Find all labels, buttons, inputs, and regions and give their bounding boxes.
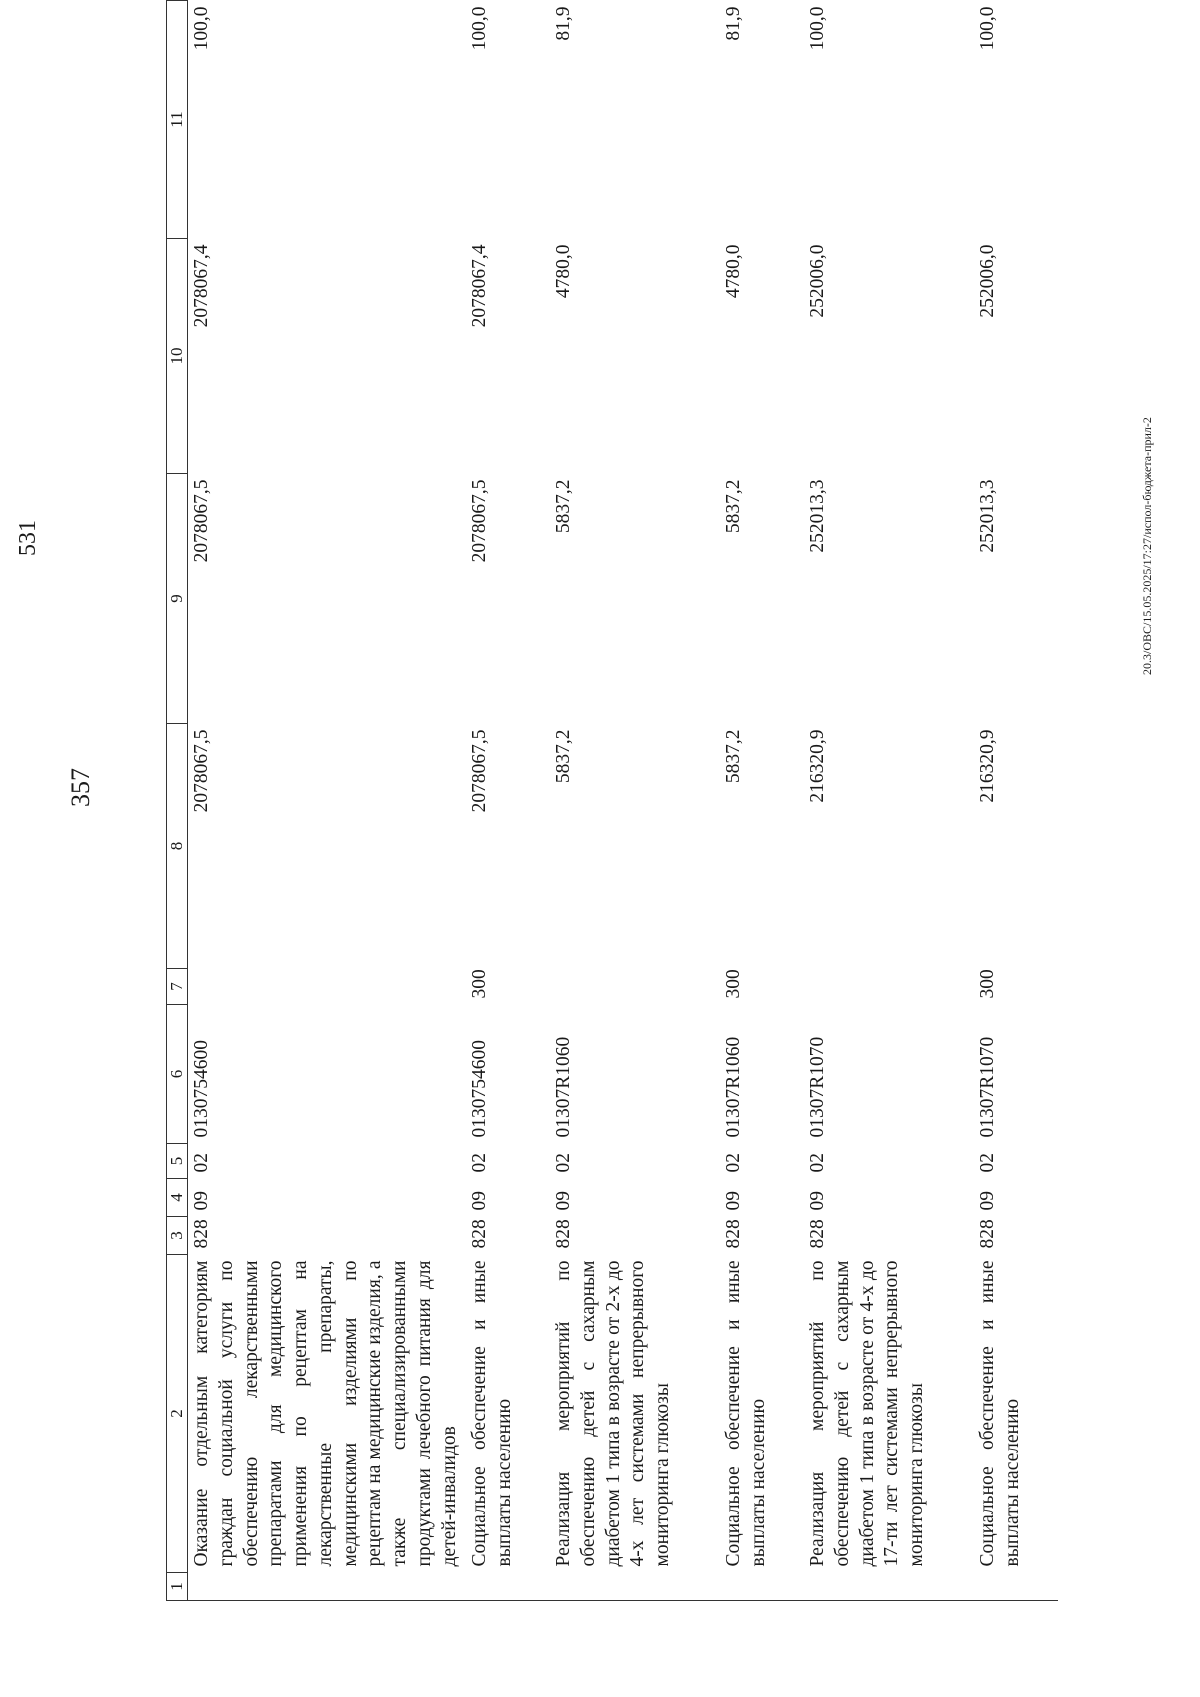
section-code: 09	[553, 1191, 574, 1211]
execution-percent: 100,0	[191, 6, 212, 51]
admin-code: 828	[977, 1219, 998, 1249]
column-header: 5	[167, 1144, 188, 1179]
refined-amount: 2078067,5	[469, 479, 490, 563]
refined-amount: 5837,2	[723, 479, 744, 534]
budget-table	[166, 0, 1058, 1601]
refined-amount: 5837,2	[553, 479, 574, 534]
executed-amount: 252006,0	[807, 244, 828, 318]
target-article-code: 01307R1070	[807, 1036, 828, 1138]
admin-code: 828	[469, 1219, 490, 1249]
row-name: Социальное обеспечение и иные выплаты населению	[469, 1260, 515, 1567]
section-code: 09	[191, 1191, 212, 1211]
execution-percent: 81,9	[553, 6, 574, 41]
column-header: 9	[167, 474, 188, 724]
column-header: 2	[167, 1255, 188, 1573]
execution-percent: 100,0	[977, 6, 998, 51]
execution-percent: 100,0	[469, 6, 490, 51]
section-code: 09	[723, 1191, 744, 1211]
column-header: 1	[167, 1573, 188, 1601]
section-code: 09	[977, 1191, 998, 1211]
target-article-code: 01307R1060	[553, 1036, 574, 1138]
approved-amount: 2078067,5	[191, 729, 212, 813]
page-number: 357	[66, 768, 95, 807]
expense-type-code: 300	[723, 969, 744, 999]
column-header: 4	[167, 1179, 188, 1217]
expense-type-code: 300	[977, 969, 998, 999]
approved-amount: 2078067,5	[469, 729, 490, 813]
table-row	[974, 1, 1058, 1601]
column-header: 11	[167, 1, 188, 239]
row-name: Реализация мероприятий по обеспечению детей с сахарным диабетом 1 типа в возрасте от 4-х до 17-ти лет системами непрерывного мониторинга глюкозы	[807, 1260, 927, 1567]
table-row	[804, 1, 974, 1601]
approved-amount: 5837,2	[723, 729, 744, 784]
refined-amount: 252013,3	[977, 479, 998, 553]
table-header-row	[167, 1, 188, 1601]
footer-code: 20.3/OBC/15.05.2025/17:27/испол-бюджета-прил-2	[1140, 417, 1154, 675]
executed-amount: 252006,0	[977, 244, 998, 318]
target-article-code: 01307R1060	[723, 1036, 744, 1138]
target-article-code: 01307R1070	[977, 1036, 998, 1138]
row-name: Реализация мероприятий по обеспечению детей с сахарным диабетом 1 типа в возрасте от 2-х до 4-х лет системами непрерывного мониторинга глюкозы	[553, 1260, 673, 1567]
table-row	[720, 1, 804, 1601]
subsection-code: 02	[723, 1153, 744, 1173]
target-article-code: 0130754600	[191, 1040, 212, 1138]
expense-type-code	[188, 969, 467, 1005]
approved-amount: 216320,9	[807, 729, 828, 803]
executed-amount: 4780,0	[553, 244, 574, 299]
approved-amount: 5837,2	[553, 729, 574, 784]
row-name: Оказание отдельным категориям граждан социальной услуги по обеспечению лекарственными препаратами для медицинского применения по рецептам на лекарственные препараты, медицинскими изделиями по рецептам на медицинские изделия, а также специализированными продуктами лечебного питания для детей-инвалидов	[191, 1260, 460, 1567]
admin-code: 828	[723, 1219, 744, 1249]
executed-amount: 2078067,4	[191, 244, 212, 328]
refined-amount: 2078067,5	[191, 479, 212, 563]
table-row	[188, 1, 467, 1601]
expense-type-code	[804, 969, 974, 1005]
column-header: 6	[167, 1005, 188, 1144]
expense-type-code: 300	[469, 969, 490, 999]
column-header: 10	[167, 239, 188, 474]
expense-type-code	[550, 969, 720, 1005]
admin-code: 828	[807, 1219, 828, 1249]
column-header: 7	[167, 969, 188, 1005]
executed-amount: 4780,0	[723, 244, 744, 299]
row-name: Социальное обеспечение и иные выплаты населению	[977, 1260, 1023, 1567]
admin-code: 828	[191, 1219, 212, 1249]
admin-code: 828	[553, 1219, 574, 1249]
column-header: 8	[167, 724, 188, 969]
table-row	[550, 1, 720, 1601]
section-code: 09	[469, 1191, 490, 1211]
execution-percent: 81,9	[723, 6, 744, 41]
executed-amount: 2078067,4	[469, 244, 490, 328]
row-name: Социальное обеспечение и иные выплаты населению	[723, 1260, 769, 1567]
subsection-code: 02	[469, 1153, 490, 1173]
approved-amount: 216320,9	[977, 729, 998, 803]
table-row	[466, 1, 550, 1601]
section-code: 09	[807, 1191, 828, 1211]
subsection-code: 02	[807, 1153, 828, 1173]
column-header: 3	[167, 1217, 188, 1255]
execution-percent: 100,0	[807, 6, 828, 51]
sheet-number: 531	[15, 520, 41, 556]
subsection-code: 02	[191, 1153, 212, 1173]
refined-amount: 252013,3	[807, 479, 828, 553]
target-article-code: 0130754600	[469, 1040, 490, 1138]
subsection-code: 02	[977, 1153, 998, 1173]
subsection-code: 02	[553, 1153, 574, 1173]
